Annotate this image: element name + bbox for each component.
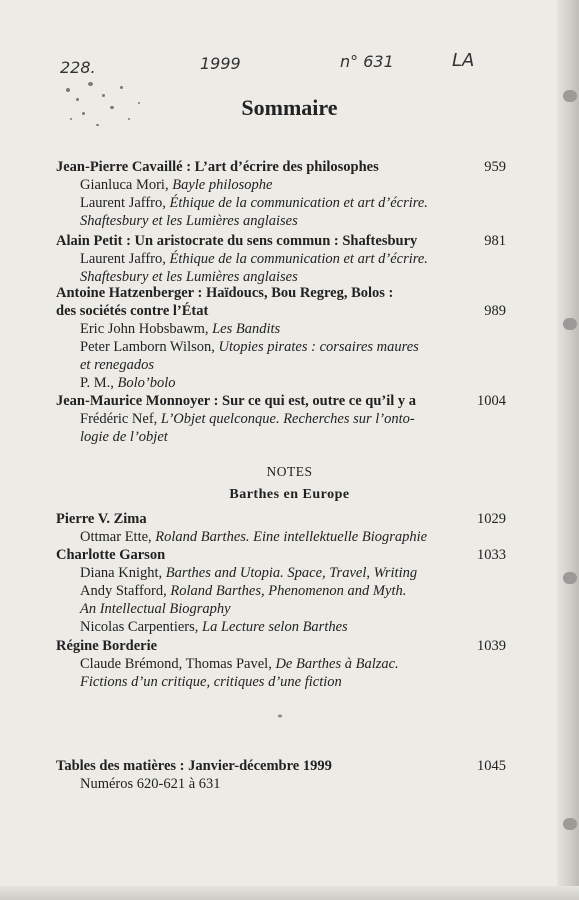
toc-entry xyxy=(56,510,506,546)
entry-title: : Haïdoucs, Bou Regreg, Bolos : xyxy=(193,285,394,301)
review-line: Nicolas Carpentiers, La Lecture selon Barthes xyxy=(80,619,348,635)
review-line: Gianluca Mori, Bayle philosophe xyxy=(80,177,273,193)
binding-hole xyxy=(563,818,577,830)
entry-page-number: 989 xyxy=(484,303,506,319)
review-line: Laurent Jaffro, Éthique de la communication et art d’écrire. xyxy=(80,195,428,211)
review-line: Andy Stafford, Roland Barthes, Phenomenon and Myth. xyxy=(80,583,407,599)
toc-entry xyxy=(56,284,506,392)
handwritten-year: 1999 xyxy=(200,54,241,73)
binding-hole xyxy=(563,572,577,584)
entry-author: Antoine Hatzenberger xyxy=(56,285,194,301)
entry-page-number: 1029 xyxy=(477,511,506,527)
section-separator: * xyxy=(277,712,283,724)
entry-heading xyxy=(56,284,506,302)
review-line: Laurent Jaffro, Éthique de la communication et art d’écrire. xyxy=(80,251,428,267)
review-line: An Intellectual Biography xyxy=(80,601,231,617)
review-line: logie de l’objet xyxy=(80,429,168,445)
entry-page-number: 959 xyxy=(484,159,506,175)
handwritten-number: 228. xyxy=(60,58,96,77)
toc-entry xyxy=(56,637,506,691)
toc-entry xyxy=(56,546,506,636)
entry-author: Régine Borderie xyxy=(56,638,158,654)
entry-title: : L’art d’écrire des philosophes xyxy=(182,159,379,175)
binding-hole xyxy=(563,318,577,330)
toc-entry xyxy=(56,158,506,230)
review-line: et renegados xyxy=(80,357,154,373)
handwritten-issue: n° 631 xyxy=(340,52,394,71)
entry-title: : Sur ce qui est, outre ce qu’il y a xyxy=(209,393,417,409)
entry-author: Jean-Pierre Cavaillé xyxy=(56,159,183,175)
page-bottom-edge xyxy=(0,886,579,900)
entry-page-number: 981 xyxy=(484,233,506,249)
review-line: Claude Brémond, Thomas Pavel, De Barthes à Balzac. xyxy=(80,656,399,672)
review-line: Shaftesbury et les Lumières anglaises xyxy=(80,213,298,229)
toc-entry xyxy=(56,757,506,793)
notes-subheading: Barthes en Europe xyxy=(229,487,350,502)
page-title: Sommaire xyxy=(241,95,338,120)
entry-author: Jean-Maurice Monnoyer xyxy=(56,393,210,409)
notes-heading: NOTES xyxy=(266,464,313,479)
entry-title: Tables des matières : Janvier-décembre 1999 xyxy=(56,758,332,774)
toc-entry xyxy=(56,232,506,286)
entry-title: : Un aristocrate du sens commun : Shaftesbury xyxy=(122,233,418,249)
entry-author: Charlotte Garson xyxy=(56,547,166,563)
review-line: P. M., Bolo’bolo xyxy=(80,375,176,391)
page-binding-edge xyxy=(557,0,579,900)
toc-entry xyxy=(56,392,506,446)
review-line: Ottmar Ette, Roland Barthes. Eine intellektuelle Biographie xyxy=(80,529,428,545)
entry-page-number: 1039 xyxy=(477,638,506,654)
entry-title-continued: des sociétés contre l’État xyxy=(56,303,209,319)
review-line: Fictions d’un critique, critiques d’une fiction xyxy=(80,674,342,690)
review-line: Frédéric Nef, L’Objet quelconque. Recherches sur l’onto- xyxy=(80,411,415,427)
entry-page-number: 1045 xyxy=(477,758,506,774)
review-line: Diana Knight, Barthes and Utopia. Space, Travel, Writing xyxy=(80,565,418,581)
entry-author: Alain Petit xyxy=(56,233,123,249)
entry-heading xyxy=(56,232,506,250)
review-line: Eric John Hobsbawm, Les Bandits xyxy=(80,321,281,337)
review-line: Peter Lamborn Wilson, Utopies pirates : corsaires maures xyxy=(80,339,419,355)
entry-heading xyxy=(56,392,506,410)
entry-author: Pierre V. Zima xyxy=(56,511,147,527)
handwritten-initials: LA xyxy=(452,50,475,71)
review-line: Numéros 620-621 à 631 xyxy=(80,776,221,792)
entry-page-number: 1004 xyxy=(477,393,506,409)
entry-heading xyxy=(56,158,506,176)
review-line: Shaftesbury et les Lumières anglaises xyxy=(80,269,298,285)
entry-page-number: 1033 xyxy=(477,547,506,563)
